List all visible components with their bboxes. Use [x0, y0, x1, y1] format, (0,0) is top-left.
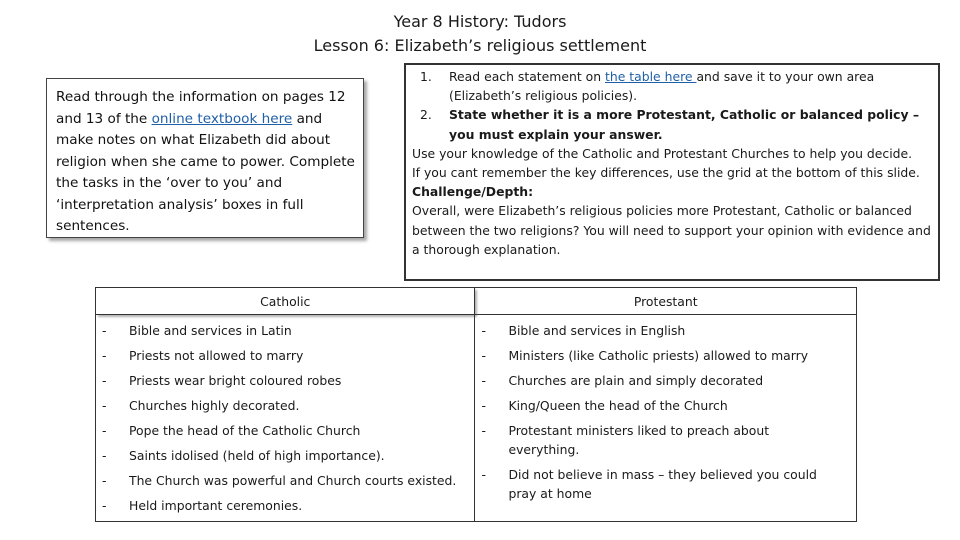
- item1-text-start: Read each statement on: [449, 69, 605, 84]
- catholic-column: [96, 315, 475, 522]
- list-item: - Held important ceremonies.: [102, 498, 303, 513]
- page-title: Year 8 History: Tudors: [393, 12, 567, 31]
- list-item: - Priests not allowed to marry: [102, 348, 304, 363]
- list-item: - Churches are plain and simply decorated: [481, 373, 764, 388]
- instructions-box: [404, 63, 940, 281]
- reading-task-box: [46, 78, 364, 238]
- list-item: - Priests wear bright coloured robes: [102, 373, 342, 388]
- instruction-item-2: [412, 105, 932, 143]
- list-item: - Churches highly decorated.: [102, 398, 300, 413]
- instruction-item-1: [412, 67, 932, 105]
- page-subtitle: Lesson 6: Elizabeth’s religious settlement: [313, 36, 647, 55]
- list-item: - Pope the head of the Catholic Church: [102, 423, 361, 438]
- catholic-protestant-table: [95, 287, 857, 522]
- item-number-2: 2.: [420, 107, 432, 123]
- instruction-knowledge: Use your knowledge of the Catholic and Protestant Churches to help you decide.: [412, 145, 913, 161]
- list-item: - Did not believe in mass – they believed you could pray at home: [481, 467, 817, 501]
- item-number-1: 1.: [420, 69, 432, 84]
- protestant-column: [475, 315, 857, 522]
- list-item: - Protestant ministers liked to preach about everything.: [481, 423, 770, 457]
- list-item: - Saints idolised (held of high importance).: [102, 448, 385, 463]
- challenge-text: Overall, were Elizabeth’s religious policies more Protestant, Catholic or balanced between the two religions? You will need to support your opinion with evidence and a thorough explanation.: [412, 203, 931, 257]
- item1-text-end: and save it to your own area (Elizabeth’s religious policies).: [449, 69, 875, 104]
- protestant-header: Protestant: [475, 288, 857, 315]
- list-item: - Ministers (like Catholic priests) allowed to marry: [481, 348, 809, 363]
- reading-task-text-end: and make notes on what Elizabeth did about religion when she came to power. Complete the tasks in the ‘over to you’ and ‘interpretation analysis’ boxes in full sentences.: [56, 110, 355, 234]
- table-link[interactable]: the table here: [605, 69, 697, 84]
- list-item: - Bible and services in Latin: [102, 323, 292, 338]
- online-textbook-link[interactable]: online textbook here: [151, 110, 293, 127]
- challenge-heading: Challenge/Depth:: [412, 184, 534, 200]
- list-item: - Bible and services in English: [481, 323, 686, 338]
- item2-text: State whether it is a more Protestant, Catholic or balanced policy – you must explain your answer.: [449, 107, 920, 142]
- catholic-header: Catholic: [96, 288, 475, 315]
- list-item: - King/Queen the head of the Church: [481, 398, 728, 413]
- instruction-grid-hint: If you cant remember the key differences, use the grid at the bottom of this slide.: [412, 165, 920, 181]
- reading-task-text-start: Read through the information on pages 12 and 13 of the: [56, 89, 346, 127]
- list-item: - The Church was powerful and Church courts existed.: [102, 473, 457, 488]
